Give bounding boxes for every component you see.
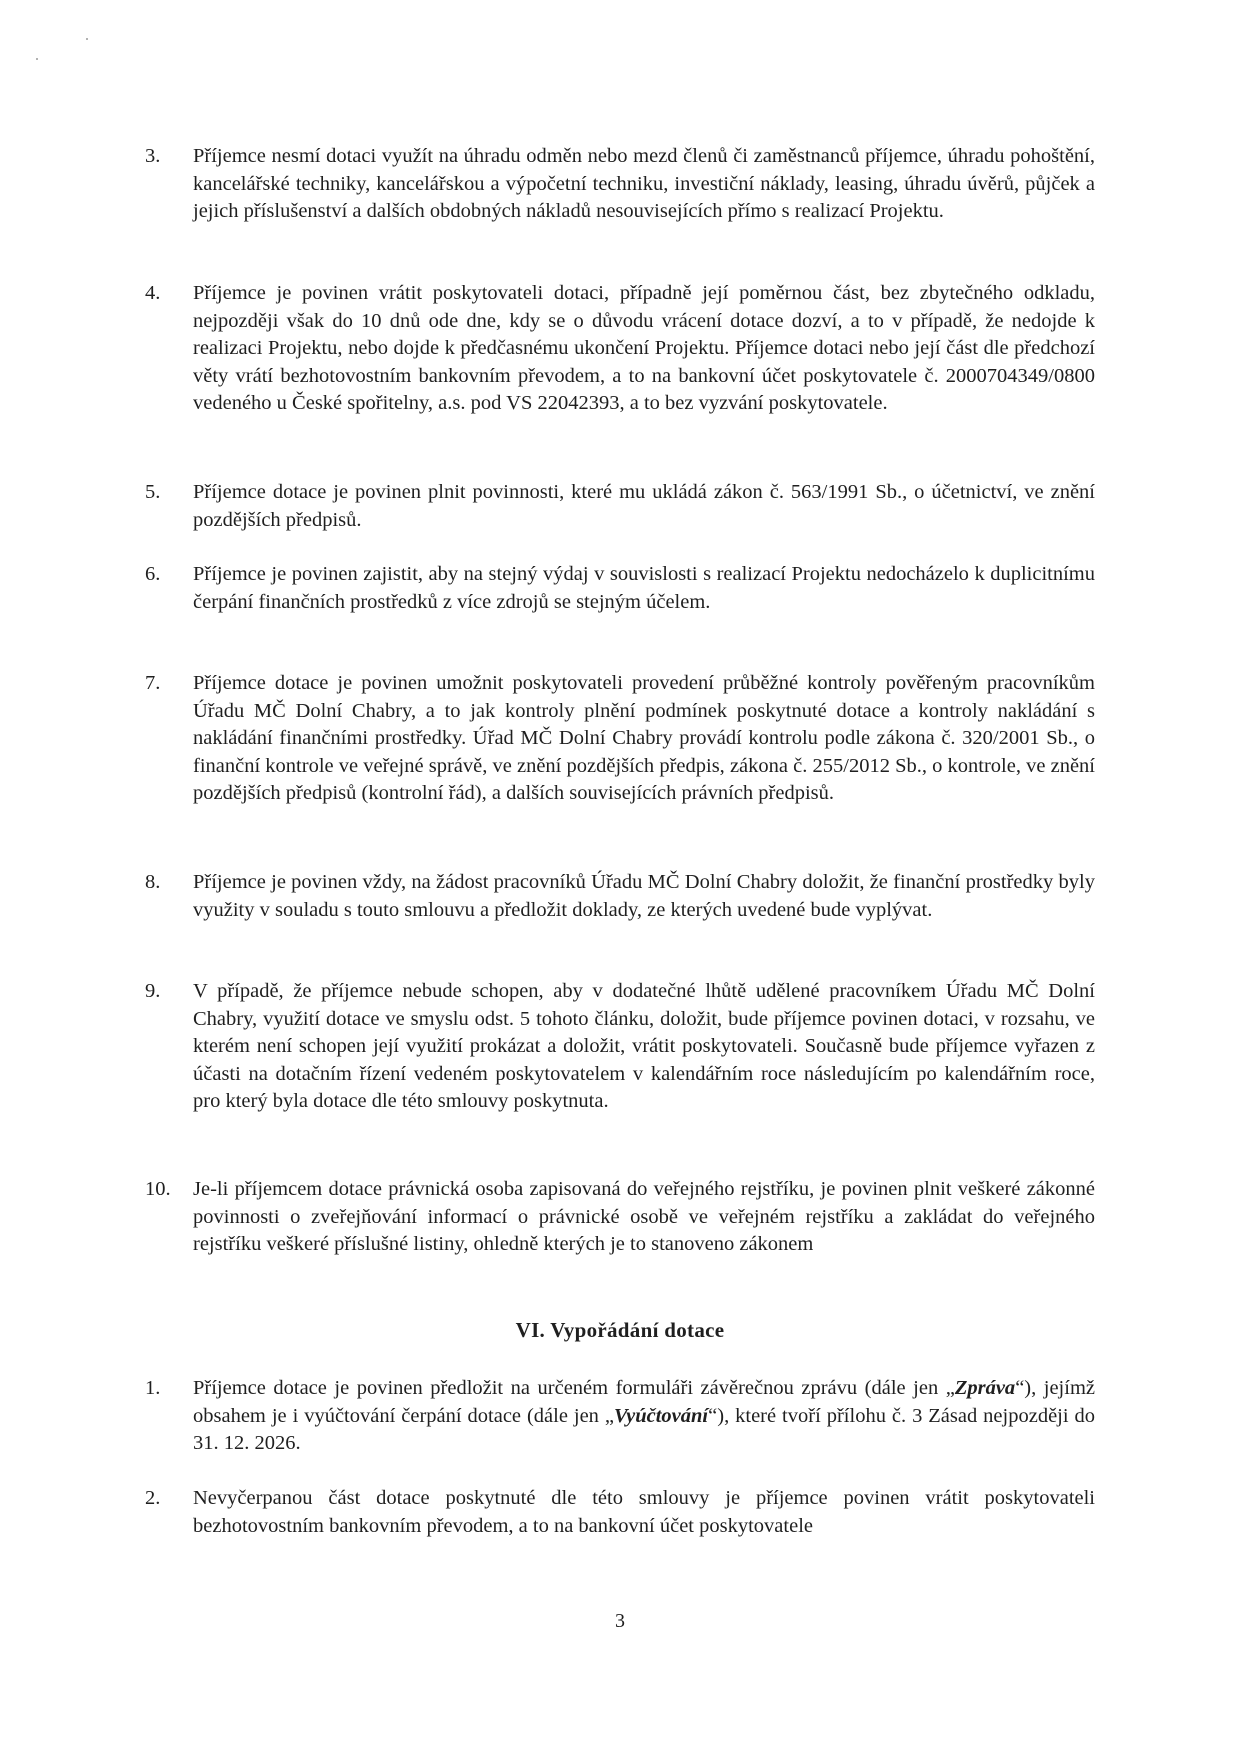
- item-text: Příjemce dotace je povinen umožnit poskytovateli provedení průběžné kontroly pověřeným pracovníkům Úřadu MČ Dolní Chabry, a to jak kontroly plnění podmínek poskytnuté dotace a kontroly nakládání s nakládání finančními prostředky. Úřad MČ Dolní Chabry provádí kontrolu podle zákona č. 320/2001 Sb., o finanční kontrole ve veřejné správě, ve znění pozdějších předpis, zákona č. 255/2012 Sb., o kontrole, ve znění pozdějších předpisů (kontrolní řád), a dalších souvisejících právních předpisů.: [193, 672, 1095, 804]
- item-text: Příjemce nesmí dotaci využít na úhradu odměn nebo mezd členů či zaměstnanců příjemce, úhradu pohoštění, kancelářské techniky, kancelářskou a výpočetní techniku, investiční náklady, leasing, úhradu úvěrů, půjček a jejich příslušenství a dalších obdobných nákladů nesouvisejících přímo s realizací Projektu.: [193, 145, 1095, 222]
- list-item: [145, 978, 1095, 1116]
- list-item: [145, 869, 1095, 924]
- list-item: [145, 561, 1095, 616]
- list-item: [145, 670, 1095, 808]
- item-number: 10.: [145, 1178, 171, 1200]
- item-text: Příjemce je povinen vrátit poskytovateli dotaci, případně její poměrnou část, bez zbytečného odkladu, nejpozději však do 10 dnů ode dne, kdy se o důvodu vrácení dotace dozví, a to v případě, že nedojde k realizaci Projektu, nebo dojde k předčasnému ukončení Projektu. Příjemce dotaci nebo její část dle předchozí věty vrátí bezhotovostním bankovním převodem, a to na bankovní účet poskytovatele č. 2000704349/0800 vedeného u České spořitelny, a.s. pod VS 22042393, a to bez vyzvání poskytovatele.: [193, 282, 1095, 414]
- item-text: Nevyčerpanou část dotace poskytnuté dle této smlouvy je příjemce povinen vrátit poskytovateli bezhotovostním bankovním převodem, a to na bankovní účet poskytovatele: [193, 1487, 1095, 1537]
- item-text-part: “), které tvoří přílohu č. 3 Zásad nejpozději do 31. 12. 2026.: [193, 1404, 1096, 1454]
- item-text-part: “), jejímž obsahem je i vyúčtování čerpání dotace (dále jen „: [193, 1377, 1095, 1427]
- scan-artifact-dot: [86, 38, 88, 40]
- item-number: 6.: [145, 563, 161, 585]
- section-heading: VI. Vypořádání dotace: [515, 1318, 725, 1342]
- item-number: 1.: [145, 1377, 161, 1399]
- list-item: [145, 280, 1095, 418]
- item-number: 8.: [145, 871, 161, 893]
- list-item: [145, 479, 1095, 534]
- item-text: Příjemce dotace je povinen plnit povinnosti, které mu ukládá zákon č. 563/1991 Sb., o účetnictví, ve znění pozdějších předpisů.: [193, 481, 1095, 531]
- item-number: 4.: [145, 282, 161, 304]
- list-item: [145, 1375, 1095, 1458]
- scan-artifact-dot: [36, 58, 38, 60]
- item-number: 2.: [145, 1487, 161, 1509]
- item-text: Příjemce je povinen vždy, na žádost pracovníků Úřadu MČ Dolní Chabry doložit, že finanční prostředky byly využity v souladu s touto smlouvu a předložit doklady, ze kterých uvedené bude vyplývat.: [193, 871, 1095, 921]
- list-item: [145, 1176, 1095, 1259]
- item-text-part: Příjemce dotace je povinen předložit na určeném formuláři závěrečnou zprávu (dále jen „: [193, 1377, 955, 1399]
- item-text: [193, 1375, 1095, 1458]
- item-number: 9.: [145, 980, 161, 1002]
- list-item: [145, 1485, 1095, 1540]
- item-text: Je-li příjemcem dotace právnická osoba zapisovaná do veřejného rejstříku, je povinen plnit veškeré zákonné povinnosti o zveřejňování informací o právnické osobě ve veřejném rejstříku a zakládat do veřejného rejstříku veškeré příslušné listiny, ohledně kterých je to stanoveno zákonem: [193, 1178, 1095, 1255]
- item-number: 7.: [145, 672, 161, 694]
- item-text: V případě, že příjemce nebude schopen, aby v dodatečné lhůtě udělené pracovníkem Úřadu MČ Dolní Chabry, využití dotace ve smyslu odst. 5 tohoto článku, doložit, bude příjemce povinen dotaci, v rozsahu, ve kterém není schopen její využití prokázat a doložit, vrátit poskytovateli. Současně bude příjemce vyřazen z účasti na dotačním řízení vedeném poskytovatelem v kalendářním roce následujícím po kalendářním roce, pro který byla dotace dle této smlouvy poskytnuta.: [193, 980, 1095, 1112]
- item-number: 5.: [145, 481, 161, 503]
- defined-term-zprava: Zpráva: [954, 1377, 1016, 1399]
- defined-term-vyuctovani: Vyúčtování: [613, 1404, 709, 1427]
- item-number: 3.: [145, 145, 161, 167]
- list-item: [145, 143, 1095, 226]
- item-text: Příjemce je povinen zajistit, aby na stejný výdaj v souvislosti s realizací Projektu nedocházelo k duplicitnímu čerpání finančních prostředků z více zdrojů se stejným účelem.: [193, 563, 1095, 613]
- page-number: 3: [615, 1610, 625, 1632]
